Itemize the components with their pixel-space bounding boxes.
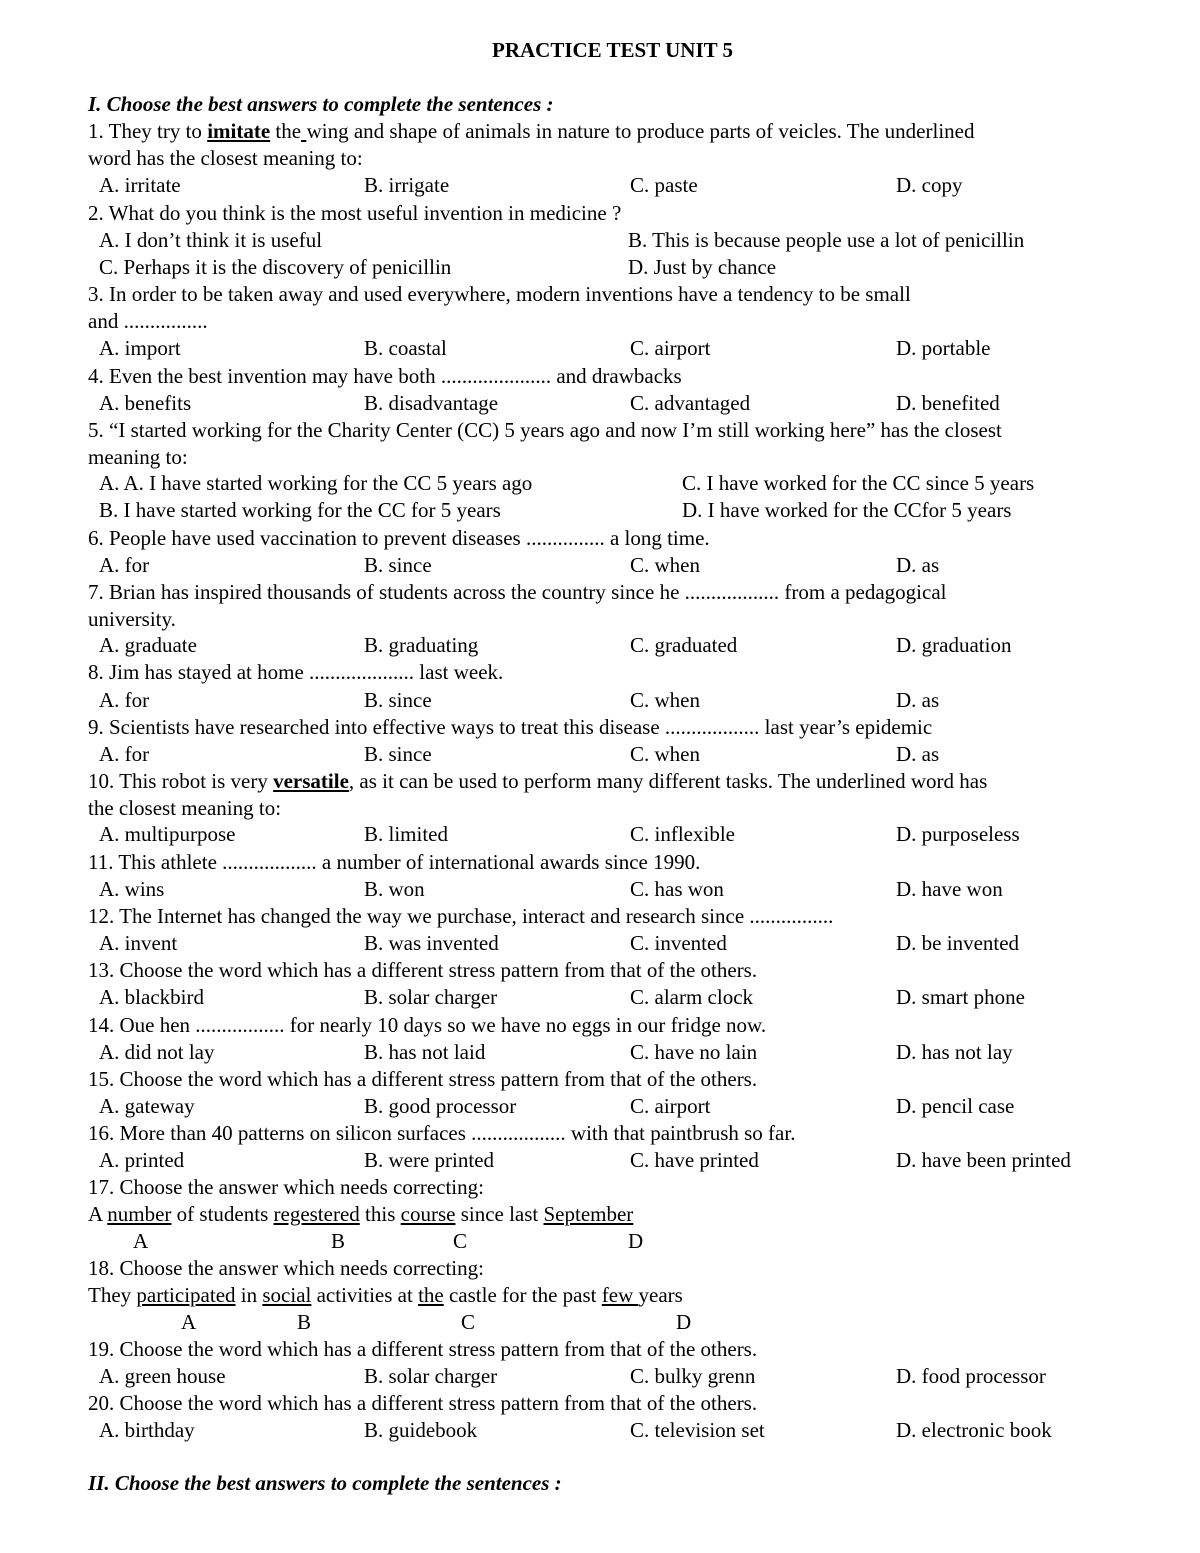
option-b[interactable]: B. won bbox=[364, 877, 425, 901]
option-d[interactable]: D. be invented bbox=[896, 931, 1020, 955]
question-9: 9. Scientists have researched into effective ways to treat this disease .................. last year’s epidemic bbox=[88, 715, 933, 739]
question-20: 20. Choose the word which has a different stress pattern from that of the others. bbox=[88, 1391, 758, 1415]
option-b[interactable]: B. I have started working for the CC for 5 years bbox=[99, 498, 501, 522]
option-b[interactable]: B. since bbox=[364, 688, 432, 712]
section-heading-2: II. Choose the best answers to complete the sentences : bbox=[88, 1471, 562, 1495]
option-c[interactable]: C. have printed bbox=[630, 1148, 759, 1172]
option-b[interactable]: B. irrigate bbox=[364, 173, 450, 197]
underlined-part-d[interactable]: few bbox=[601, 1283, 639, 1307]
question-12-options bbox=[0, 930, 1200, 956]
question-2: 2. What do you think is the most useful invention in medicine ? bbox=[88, 201, 622, 225]
option-d[interactable]: D. as bbox=[896, 688, 940, 712]
question-8: 8. Jim has stayed at home .................... last week. bbox=[88, 660, 504, 684]
option-c[interactable]: C. alarm clock bbox=[630, 985, 754, 1009]
question-14: 14. Oue hen ................. for nearly 10 days so we have no eggs in our fridge now. bbox=[88, 1013, 767, 1037]
question-10-line-2: the closest meaning to: bbox=[88, 796, 282, 820]
option-d[interactable]: D. as bbox=[896, 553, 940, 577]
option-a[interactable]: A. import bbox=[99, 336, 181, 360]
option-a[interactable]: A. irritate bbox=[99, 173, 181, 197]
question-7-line-2: university. bbox=[88, 607, 176, 631]
option-a[interactable]: A. A. I have started working for the CC 5 years ago bbox=[99, 471, 533, 495]
question-6-options bbox=[0, 552, 1200, 578]
option-c[interactable]: C. bulky grenn bbox=[630, 1364, 756, 1388]
option-c[interactable]: C. advantaged bbox=[630, 391, 751, 415]
option-b[interactable]: B. good processor bbox=[364, 1094, 517, 1118]
option-c[interactable]: C. invented bbox=[630, 931, 727, 955]
option-b[interactable]: B. limited bbox=[364, 822, 448, 846]
option-b[interactable]: B. since bbox=[364, 742, 432, 766]
question-3-options bbox=[0, 335, 1200, 361]
option-d[interactable]: D. have been printed bbox=[896, 1148, 1071, 1172]
question-2-options-2 bbox=[0, 254, 1200, 280]
option-c[interactable]: C. graduated bbox=[630, 633, 738, 657]
question-12: 12. The Internet has changed the way we purchase, interact and research since ................ bbox=[88, 904, 834, 928]
option-a[interactable]: A. green house bbox=[99, 1364, 226, 1388]
question-7-options bbox=[0, 632, 1200, 658]
question-19: 19. Choose the word which has a different stress pattern from that of the others. bbox=[88, 1337, 758, 1361]
letter-d: D bbox=[628, 1229, 644, 1253]
option-d[interactable]: D. graduation bbox=[896, 633, 1012, 657]
question-1-line-2: word has the closest meaning to: bbox=[88, 146, 363, 170]
option-c[interactable]: C. airport bbox=[630, 1094, 711, 1118]
option-d[interactable]: D. I have worked for the CCfor 5 years bbox=[682, 498, 1012, 522]
option-d[interactable]: D. electronic book bbox=[896, 1418, 1052, 1442]
option-a[interactable]: A. gateway bbox=[99, 1094, 195, 1118]
question-17: 17. Choose the answer which needs correcting: bbox=[88, 1175, 484, 1199]
option-c[interactable]: C. have no lain bbox=[630, 1040, 758, 1064]
option-b[interactable]: B. graduating bbox=[364, 633, 479, 657]
question-1: 1. They try to imitate the wing and shape of animals in nature to produce parts of veicles. The underlined bbox=[88, 119, 975, 143]
option-b[interactable]: B. solar charger bbox=[364, 1364, 498, 1388]
question-18: 18. Choose the answer which needs correcting: bbox=[88, 1256, 484, 1280]
option-b[interactable]: B. solar charger bbox=[364, 985, 498, 1009]
option-d[interactable]: D. have won bbox=[896, 877, 1003, 901]
underlined-part-c[interactable]: course bbox=[400, 1202, 456, 1226]
question-6: 6. People have used vaccination to prevent diseases ............... a long time. bbox=[88, 526, 710, 550]
question-9-options bbox=[0, 741, 1200, 767]
option-c[interactable]: C. when bbox=[630, 742, 700, 766]
option-a[interactable]: A. printed bbox=[99, 1148, 185, 1172]
option-d[interactable]: D. portable bbox=[896, 336, 991, 360]
underlined-part-c[interactable]: the bbox=[418, 1283, 444, 1307]
option-b[interactable]: B. disadvantage bbox=[364, 391, 499, 415]
question-1-options bbox=[0, 172, 1200, 198]
question-17-sentence: A number of students regestered this course since last September bbox=[88, 1202, 634, 1226]
question-3-line-2: and ................ bbox=[88, 309, 208, 333]
option-d[interactable]: D. as bbox=[896, 742, 940, 766]
question-14-options bbox=[0, 1039, 1200, 1065]
option-a[interactable]: A. I don’t think it is useful bbox=[99, 228, 323, 252]
option-a[interactable]: A. did not lay bbox=[99, 1040, 215, 1064]
option-b[interactable]: B. since bbox=[364, 553, 432, 577]
page-title: PRACTICE TEST UNIT 5 bbox=[492, 38, 733, 62]
option-a[interactable]: A. blackbird bbox=[99, 985, 204, 1009]
option-a[interactable]: A. for bbox=[99, 742, 150, 766]
question-10-options bbox=[0, 821, 1200, 847]
section-heading-1: I. Choose the best answers to complete the sentences : bbox=[88, 92, 554, 116]
option-a[interactable]: A. graduate bbox=[99, 633, 197, 657]
question-18-letters bbox=[0, 1309, 1200, 1335]
option-d[interactable]: D. pencil case bbox=[896, 1094, 1015, 1118]
question-16-options bbox=[0, 1147, 1200, 1173]
underlined-part-b[interactable]: social bbox=[262, 1283, 312, 1307]
option-c[interactable]: C. I have worked for the CC since 5 years bbox=[682, 471, 1035, 495]
option-d[interactable]: D. benefited bbox=[896, 391, 1000, 415]
option-b[interactable]: B. was invented bbox=[364, 931, 499, 955]
underlined-part-a[interactable]: participated bbox=[136, 1283, 236, 1307]
option-b[interactable]: B. coastal bbox=[364, 336, 447, 360]
option-c[interactable]: C. has won bbox=[630, 877, 724, 901]
option-b[interactable]: B. guidebook bbox=[364, 1418, 478, 1442]
letter-a: A bbox=[181, 1310, 197, 1334]
question-15: 15. Choose the word which has a different stress pattern from that of the others. bbox=[88, 1067, 758, 1091]
option-d[interactable]: D. purposeless bbox=[896, 822, 1020, 846]
question-3: 3. In order to be taken away and used everywhere, modern inventions have a tendency to be small bbox=[88, 282, 911, 306]
option-b[interactable]: B. has not laid bbox=[364, 1040, 486, 1064]
letter-b: B bbox=[331, 1229, 346, 1253]
option-d[interactable]: D. copy bbox=[896, 173, 963, 197]
option-a[interactable]: A. birthday bbox=[99, 1418, 195, 1442]
question-4: 4. Even the best invention may have both ..................... and drawbacks bbox=[88, 364, 682, 388]
option-c[interactable]: C. airport bbox=[630, 336, 711, 360]
option-c[interactable]: C. inflexible bbox=[630, 822, 735, 846]
option-a[interactable]: A. for bbox=[99, 553, 150, 577]
question-11-options bbox=[0, 876, 1200, 902]
question-17-letters bbox=[0, 1228, 1200, 1254]
underlined-part-b[interactable]: regestered bbox=[273, 1202, 360, 1226]
question-5-options-2 bbox=[0, 497, 1200, 523]
letter-b: B bbox=[297, 1310, 312, 1334]
question-20-options bbox=[0, 1417, 1200, 1443]
letter-d: D bbox=[676, 1310, 692, 1334]
letter-c: C bbox=[461, 1310, 476, 1334]
question-8-options bbox=[0, 687, 1200, 713]
question-2-options-1 bbox=[0, 227, 1200, 253]
question-19-options bbox=[0, 1363, 1200, 1389]
option-c[interactable]: C. when bbox=[630, 688, 700, 712]
letter-a: A bbox=[133, 1229, 149, 1253]
question-10: 10. This robot is very versatile, as it can be used to perform many different tasks. The underlined word has bbox=[88, 769, 988, 793]
option-d[interactable]: D. Just by chance bbox=[628, 255, 777, 279]
question-13-options bbox=[0, 984, 1200, 1010]
option-c[interactable]: C. paste bbox=[630, 173, 698, 197]
option-d[interactable]: D. has not lay bbox=[896, 1040, 1013, 1064]
option-c[interactable]: C. Perhaps it is the discovery of penicillin bbox=[99, 255, 452, 279]
option-a[interactable]: A. for bbox=[99, 688, 150, 712]
option-a[interactable]: A. benefits bbox=[99, 391, 192, 415]
question-18-sentence: They participated in social activities at the castle for the past few years bbox=[88, 1283, 683, 1307]
question-16: 16. More than 40 patterns on silicon surfaces .................. with that paintbrush so far. bbox=[88, 1121, 796, 1145]
question-11: 11. This athlete .................. a number of international awards since 1990. bbox=[88, 850, 701, 874]
question-13: 13. Choose the word which has a different stress pattern from that of the others. bbox=[88, 958, 758, 982]
letter-c: C bbox=[453, 1229, 468, 1253]
underlined-part-a[interactable]: number bbox=[107, 1202, 172, 1226]
question-5: 5. “I started working for the Charity Center (CC) 5 years ago and now I’m still working here” has the closest bbox=[88, 418, 1002, 442]
option-b[interactable]: B. This is because people use a lot of penicillin bbox=[628, 228, 1025, 252]
option-a[interactable]: A. invent bbox=[99, 931, 178, 955]
option-c[interactable]: C. television set bbox=[630, 1418, 765, 1442]
question-7: 7. Brian has inspired thousands of students across the country since he .................. from a pedagogical bbox=[88, 580, 947, 604]
option-c[interactable]: C. when bbox=[630, 553, 700, 577]
question-5-line-2: meaning to: bbox=[88, 445, 188, 469]
option-d[interactable]: D. smart phone bbox=[896, 985, 1025, 1009]
option-d[interactable]: D. food processor bbox=[896, 1364, 1046, 1388]
option-a[interactable]: A. wins bbox=[99, 877, 165, 901]
question-15-options bbox=[0, 1093, 1200, 1119]
underlined-part-d[interactable]: September bbox=[543, 1202, 634, 1226]
question-4-options bbox=[0, 390, 1200, 416]
question-5-options-1 bbox=[0, 470, 1200, 496]
option-b[interactable]: B. were printed bbox=[364, 1148, 495, 1172]
option-a[interactable]: A. multipurpose bbox=[99, 822, 236, 846]
